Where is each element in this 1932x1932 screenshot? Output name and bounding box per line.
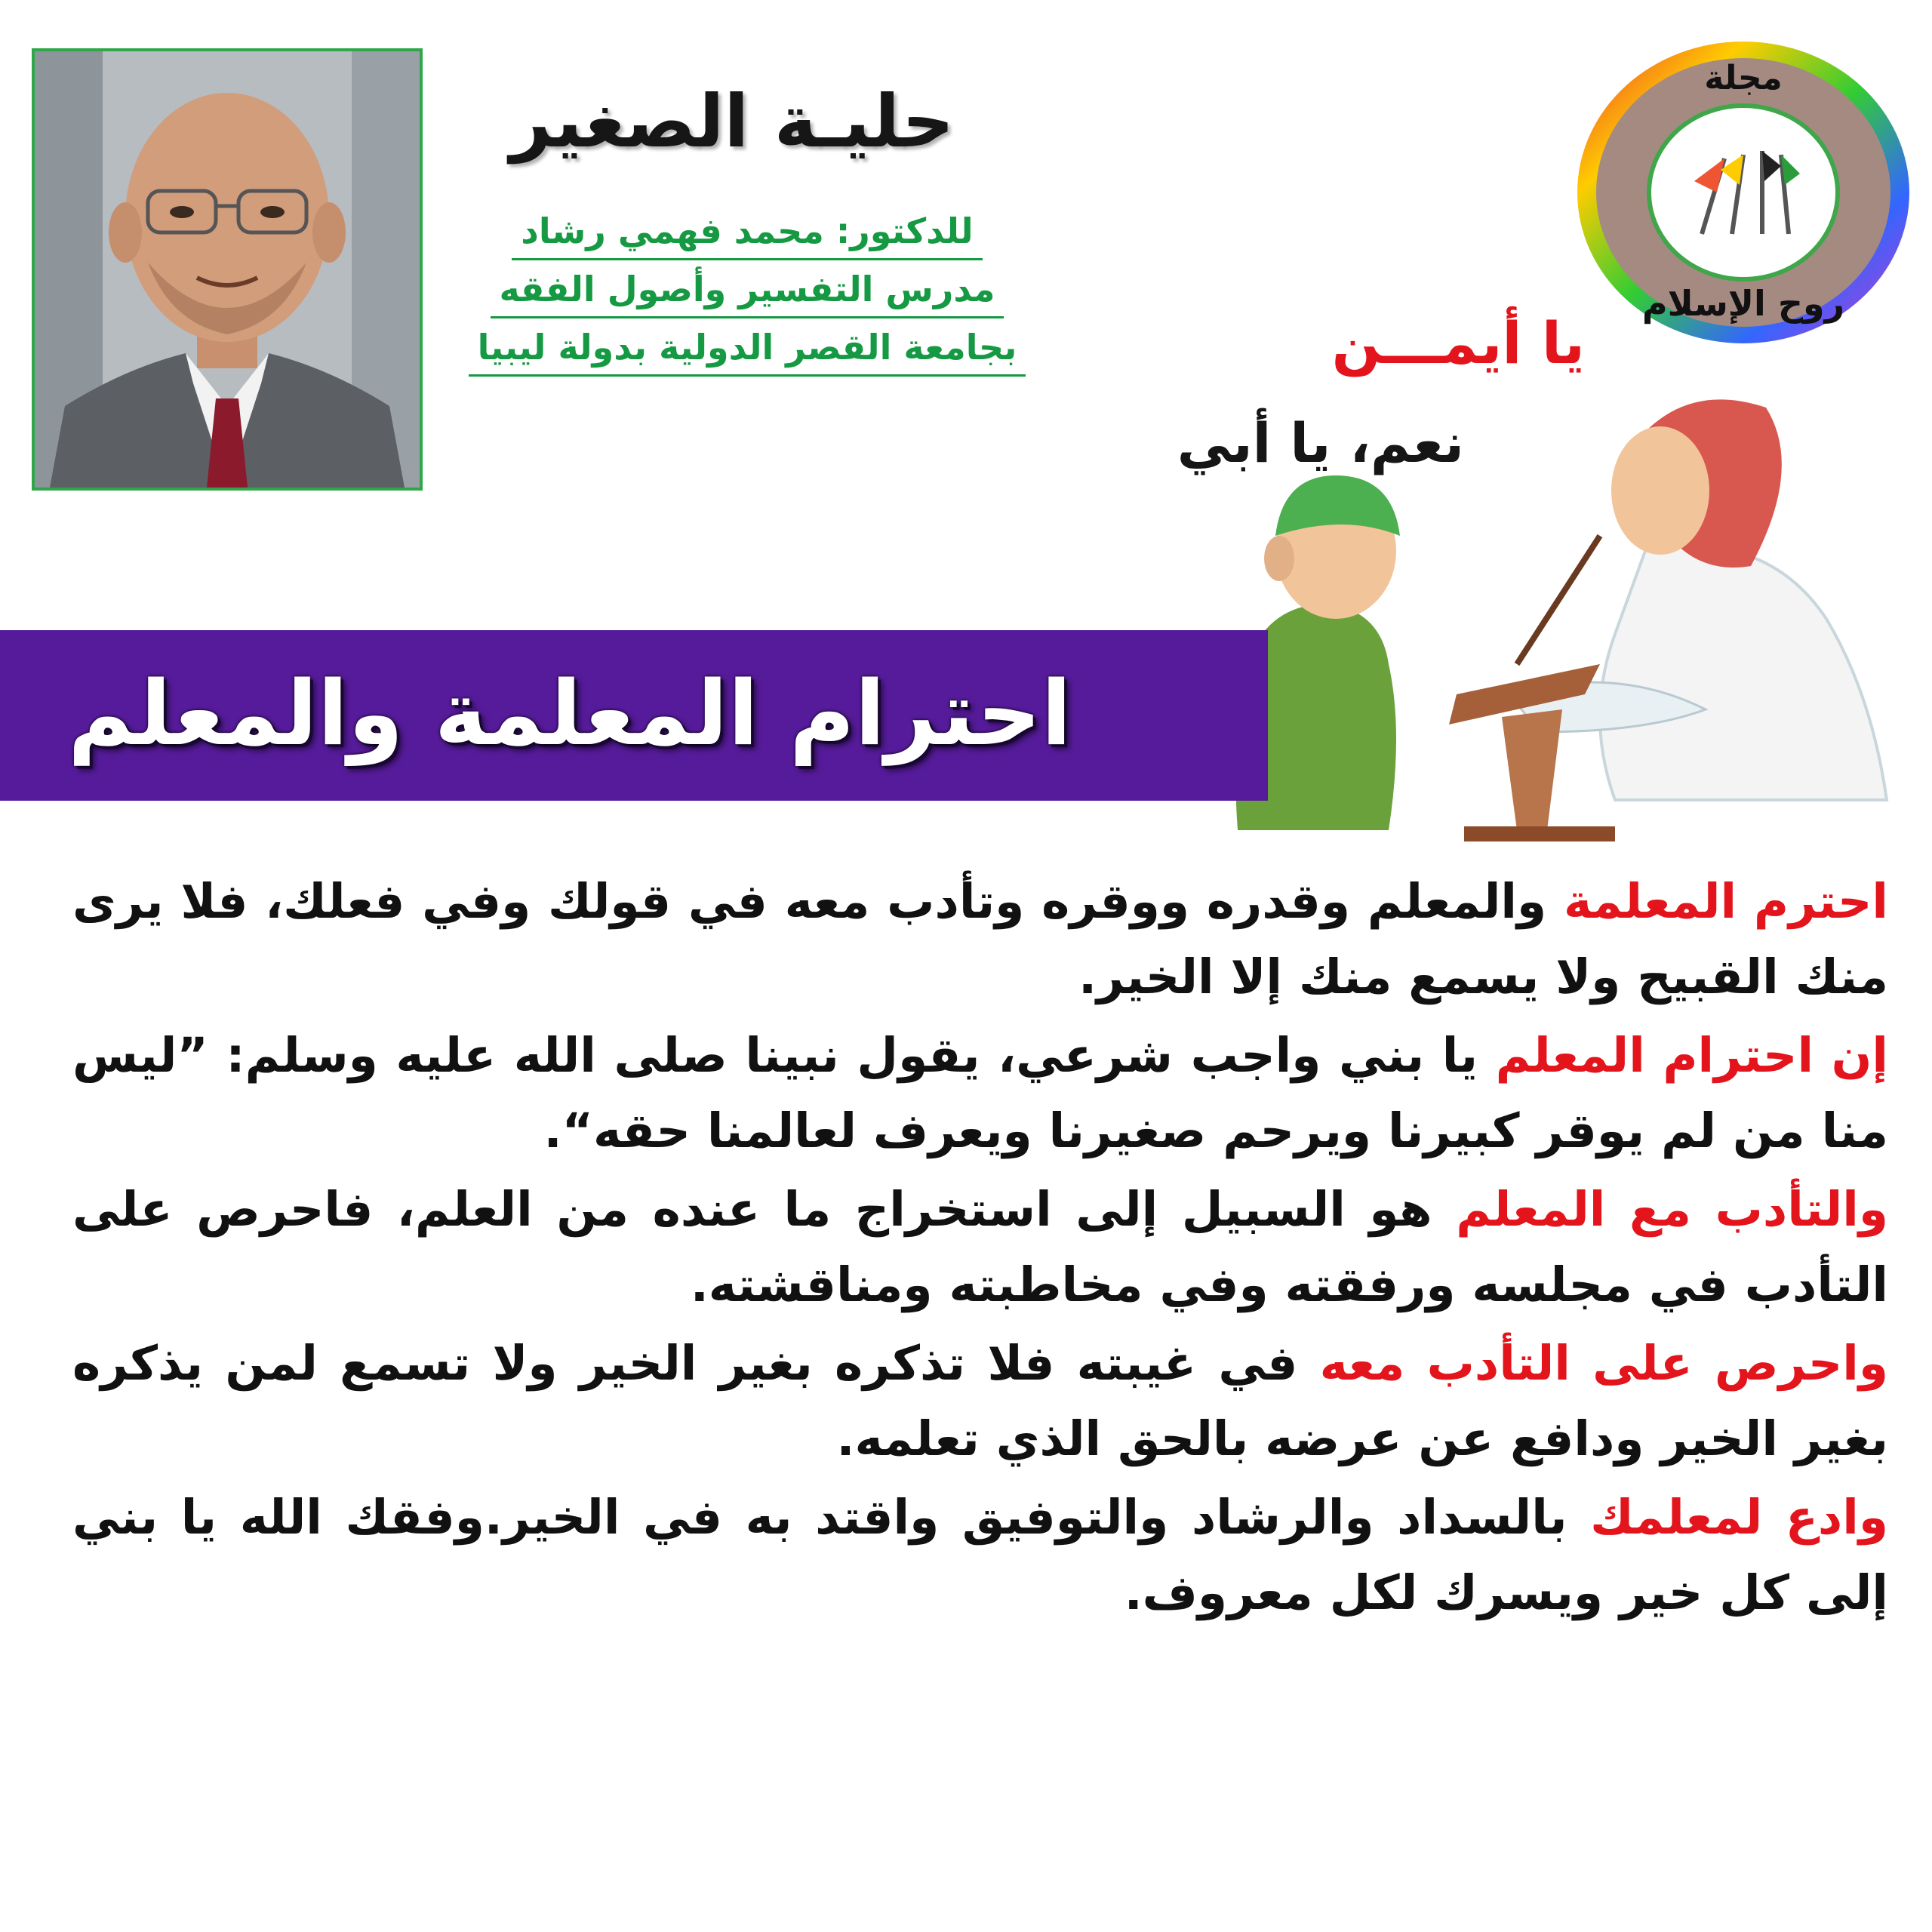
paragraph-highlight: واحرص على التأدب معه [1319, 1336, 1888, 1391]
logo-bottom-text: روح الإسلام [1641, 283, 1845, 324]
magazine-logo [1570, 30, 1917, 355]
paragraph-text: والمعلم وقدره ووقره وتأدب معه في قولك وفي فعلك، فلا يرى منك القبيح ولا يسمع منك إلا الخير. [72, 874, 1888, 1004]
author-photo [32, 48, 423, 491]
paragraph-highlight: وادع لمعلمك [1590, 1490, 1888, 1545]
author-affiliation-line: بجامعة القصر الدولية بدولة ليبيا [430, 320, 1064, 378]
paragraph-highlight: إن احترام المعلم [1495, 1028, 1889, 1083]
article-title: احترام المعلمة والمعلم [68, 661, 1072, 765]
logo-top-text: مجلة [1704, 59, 1783, 97]
article-paragraph [72, 1018, 1888, 1169]
article-paragraph [72, 864, 1888, 1015]
column-title: حليـة الصغير [509, 79, 955, 164]
author-portrait [35, 51, 420, 488]
article-paragraph [72, 1326, 1888, 1477]
article-paragraph [72, 1480, 1888, 1631]
paragraph-text: هو السبيل إلى استخراج ما عنده من العلم، فاحرص على التأدب في مجلسه ورفقته وفي مخاطبته ومناقشته. [72, 1182, 1888, 1312]
paragraph-highlight: احترم المعلمة [1563, 874, 1888, 929]
dialogue-call: يا أيمـــن [1331, 309, 1585, 377]
paragraph-highlight: والتأدب مع المعلم [1456, 1182, 1889, 1237]
article-body [72, 864, 1888, 1634]
author-name-line: للدكتور: محمد فهمي رشاد [430, 204, 1064, 262]
paragraph-text: في غيبته فلا تذكره بغير الخير ولا تسمع لمن يذكره بغير الخير ودافع عن عرضه بالحق الذي تعلمه. [72, 1336, 1888, 1466]
dialogue-reply: نعم، يا أبي [1177, 411, 1464, 475]
author-credits [430, 204, 1064, 378]
paragraph-text: بالسداد والرشاد والتوفيق واقتد به في الخير.وفقك الله يا بني إلى كل خير ويسرك لكل معروف. [72, 1490, 1888, 1620]
article-paragraph [72, 1172, 1888, 1323]
paragraph-text: يا بني واجب شرعي، يقول نبينا صلى الله عليه وسلم: ”ليس منا من لم يوقر كبيرنا ويرحم صغيرنا ويعرف لعالمنا حقه“. [72, 1028, 1888, 1158]
author-title-line: مدرس التفسير وأصول الفقه [430, 262, 1064, 320]
